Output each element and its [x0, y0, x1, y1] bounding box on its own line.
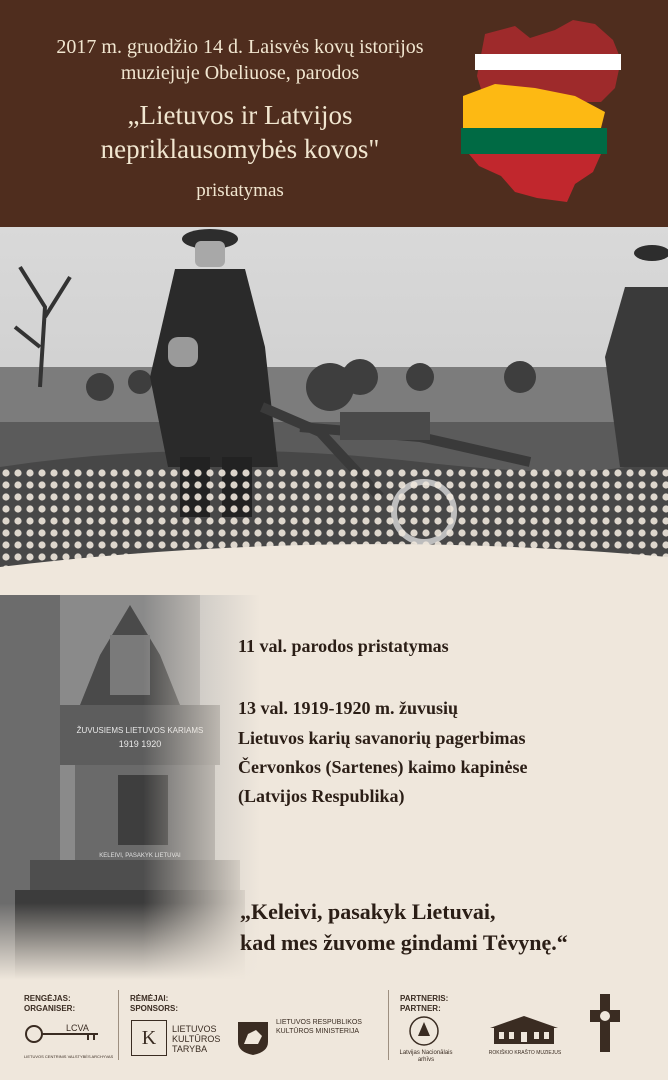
exhibition-title-line2: nepriklausomybės kovos" [100, 134, 380, 164]
program-item-2-line4: (Latvijos Respublika) [238, 786, 405, 806]
key-icon [24, 1020, 104, 1052]
quote-line2: kad mes žuvome gindami Tėvynę.“ [240, 930, 568, 955]
lcva-logo-text: LCVA [66, 1023, 89, 1033]
sponsor2-name: LIETUVOS RESPUBLIKOS KULTŪROS MINISTERIJA [276, 1019, 362, 1035]
quote-line1: „Keleivi, pasakyk Lietuvai, [240, 899, 496, 924]
program-item-2-line3: Červonkos (Sartenes) kaimo kapinėse [238, 757, 528, 777]
exhibition-title-line1: „Lietuvos ir Latvijos [127, 100, 353, 130]
footer-logos [0, 982, 668, 1080]
lithuania-flag-map [461, 84, 607, 202]
kulturos-taryba-logo: K [131, 1020, 167, 1056]
vytis-coat-of-arms-icon [236, 1020, 270, 1056]
program-item-2-line2: Lietuvos karių savanorių pagerbimas [238, 728, 526, 748]
partner1-name: Latvijas Nacionālais arhīvs [399, 1050, 453, 1063]
organiser-label: RENGĖJAS: ORGANISER: [24, 994, 76, 1013]
cross-emblem-icon [590, 994, 620, 1052]
organiser-sub: LIETUVOS CENTRINIS VALSTYBĖS ARCHYVAS [24, 1054, 114, 1059]
partner-label: PARTNERIS: PARTNER: [400, 994, 449, 1013]
header-line-place: muziejuje Obeliuose, parodos [120, 62, 360, 84]
monument-photo [0, 595, 260, 980]
header-line-date: 2017 m. gruodžio 14 d. Laisvės kovų istorijos [56, 36, 424, 58]
footer-divider [388, 990, 389, 1060]
footer-divider [118, 990, 119, 1060]
museum-building-icon [484, 1012, 564, 1046]
sponsor1-name: LIETUVOS KULTŪROS TARYBA [172, 1024, 221, 1054]
flag-map-graphic [455, 16, 625, 206]
latvian-archive-emblem-icon [408, 1014, 440, 1048]
sponsors-label: RĖMĖJAI: SPONSORS: [130, 994, 179, 1013]
program-item-1: 11 val. parodos pristatymas [238, 636, 449, 656]
header-line-presentation: pristatymas [196, 180, 284, 201]
program-item-2-line1: 13 val. 1919-1920 m. žuvusių [238, 698, 459, 718]
soldiers-machine-gun-photo [0, 227, 668, 632]
header-banner [0, 0, 668, 227]
partner2-name: ROKIŠKIO KRAŠTO MUZIEJUS [488, 1050, 562, 1056]
